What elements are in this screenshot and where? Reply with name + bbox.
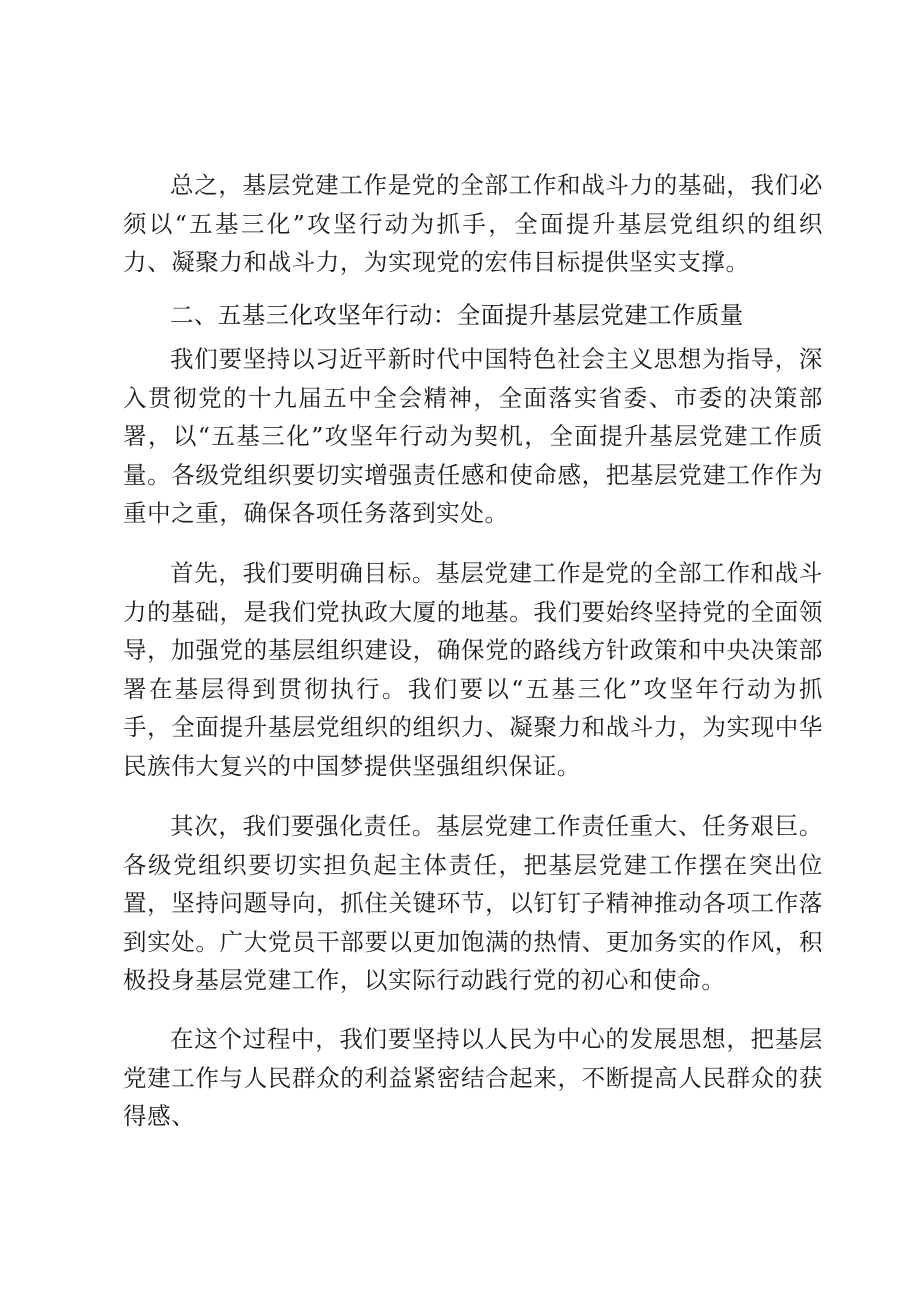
paragraph-third: 在这个过程中，我们要坚持以人民为中心的发展思想，把基层党建工作与人民群众的利益紧密结合起来，不断提高人民群众的获得感、 (123, 1025, 823, 1131)
paragraph-intro: 我们要坚持以习近平新时代中国特色社会主义思想为指导，深入贯彻党的十九届五中全会精神，全面落实省委、市委的决策部署，以“五基三化”攻坚年行动为契机，全面提升基层党建工作质量。各级党组织要切实增强责任感和使命感，把基层党建工作作为重中之重，确保各项任务落到实处。 (123, 345, 823, 528)
paragraph-block (123, 340, 823, 533)
section-heading: 二、五基三化攻坚年行动：全面提升基层党建工作质量 (170, 301, 744, 329)
heading-block (123, 296, 823, 335)
paragraph-first: 首先，我们要明确目标。基层党建工作是党的全部工作和战斗力的基础，是我们党执政大厦的地基。我们要始终坚持党的全面领导，加强党的基层组织建设，确保党的路线方针政策和中央决策部署在基层得到贯彻执行。我们要以“五基三化”攻坚年行动为抓手，全面提升基层党组织的组织力、凝聚力和战斗力，为实现中华民族伟大复兴的中国梦提供坚强组织保证。 (123, 559, 823, 780)
paragraph-conclusion: 总之，基层党建工作是党的全部工作和战斗力的基础，我们必须以“五基三化”攻坚行动为抓手，全面提升基层党组织的组织力、凝聚力和战斗力，为实现党的宏伟目标提供坚实支撑。 (123, 171, 823, 277)
paragraph-block (123, 1020, 823, 1136)
paragraph-block (123, 166, 823, 282)
paragraph-block (123, 554, 823, 786)
paragraph-second: 其次，我们要强化责任。基层党建工作责任重大、任务艰巨。各级党组织要切实担负起主体责任，把基层党建工作摆在突出位置，坚持问题导向，抓住关键环节，以钉钉子精神推动各项工作落到实处。广大党员干部要以更加饱满的热情、更加务实的作风，积极投身基层党建工作，以实际行动践行党的初心和使命。 (123, 812, 823, 995)
paragraph-block (123, 807, 823, 1000)
